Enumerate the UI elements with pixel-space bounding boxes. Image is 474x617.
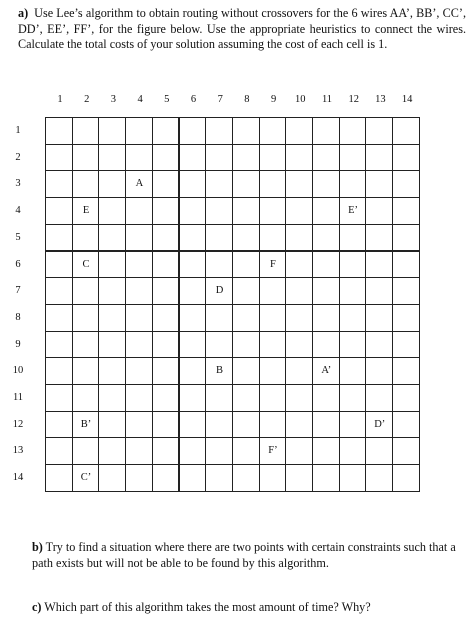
grid-cell xyxy=(98,464,126,492)
grid-cell xyxy=(179,144,207,172)
grid-cell xyxy=(285,117,313,145)
grid-cell xyxy=(285,437,313,465)
grid-cell xyxy=(312,464,340,492)
grid-cell xyxy=(339,170,367,198)
row-number: 1 xyxy=(15,125,21,136)
row-number: 2 xyxy=(15,151,21,163)
grid-cell xyxy=(232,437,260,465)
column-number: 5 xyxy=(164,94,170,105)
grid-cell xyxy=(339,437,367,465)
grid-cell xyxy=(125,277,153,305)
grid-cell xyxy=(152,197,180,225)
row-number: 4 xyxy=(15,205,21,217)
grid-cell xyxy=(45,197,73,225)
grid-cell xyxy=(392,197,420,225)
grid-cell xyxy=(392,117,420,145)
grid-cell xyxy=(312,144,340,172)
question-a-text: Use Lee’s algorithm to obtain routing without crossovers for the 6 wires AA’, BB’, CC’, DD’, EE’, FF’, for the figure below. Use the appropriate heuristics to connect the wires. Calculate the total costs of your solution assuming the cost of each cell is 1. xyxy=(18,6,466,52)
grid-cell xyxy=(285,331,313,359)
grid-cell xyxy=(259,411,287,439)
grid-cell xyxy=(45,117,73,145)
grid-cell xyxy=(339,464,367,492)
grid-cell xyxy=(285,144,313,172)
grid-cell xyxy=(392,464,420,492)
grid-cell xyxy=(205,437,233,465)
grid-cell xyxy=(232,277,260,305)
grid-cell xyxy=(152,384,180,412)
grid-cell xyxy=(205,331,233,359)
grid-cell xyxy=(392,170,420,198)
grid-cell xyxy=(312,304,340,332)
grid-cell xyxy=(339,144,367,172)
grid-cell xyxy=(392,331,420,359)
pin-label: A’ xyxy=(321,365,332,377)
grid-cell xyxy=(179,304,207,332)
grid-cell xyxy=(125,331,153,359)
grid-cell xyxy=(98,251,126,279)
grid-cell xyxy=(45,437,73,465)
grid-cell xyxy=(312,117,340,145)
column-number: 12 xyxy=(348,94,359,105)
row-number: 10 xyxy=(12,365,24,377)
grid-cell xyxy=(179,277,207,305)
grid-cell xyxy=(259,304,287,332)
grid-cell xyxy=(98,411,126,439)
grid-cell xyxy=(392,251,420,279)
grid-cell xyxy=(45,144,73,172)
grid-cell xyxy=(152,170,180,198)
grid-cell xyxy=(392,384,420,412)
grid-cell xyxy=(365,224,393,252)
grid-cell xyxy=(259,384,287,412)
row-number: 12 xyxy=(12,418,24,430)
question-a-label: a) xyxy=(18,6,29,20)
question-b xyxy=(32,540,464,571)
grid-cell xyxy=(205,224,233,252)
grid-cell xyxy=(152,144,180,172)
grid-cell xyxy=(98,170,126,198)
column-number: 6 xyxy=(190,94,197,105)
grid-cell xyxy=(232,224,260,252)
grid-cell xyxy=(285,384,313,412)
grid-cell xyxy=(125,304,153,332)
question-b-text: Try to find a situation where there are two points with certain constraints such that a path exists but will not be able to be found by this algorithm. xyxy=(32,540,456,570)
row-number: 13 xyxy=(12,445,24,457)
grid-cell xyxy=(152,304,180,332)
grid-cell xyxy=(339,277,367,305)
grid-cell xyxy=(285,304,313,332)
grid-cell xyxy=(285,357,313,385)
grid-cell xyxy=(152,464,180,492)
grid-cell xyxy=(45,170,73,198)
question-a xyxy=(18,6,466,53)
pin-label: A xyxy=(135,178,144,190)
grid-cell xyxy=(259,464,287,492)
grid-cell xyxy=(179,224,207,252)
grid-cell xyxy=(125,251,153,279)
grid-cell xyxy=(45,251,73,279)
grid-cell xyxy=(152,251,180,279)
column-number: 8 xyxy=(244,94,250,105)
pin-label: E xyxy=(82,205,90,217)
pin-label: C xyxy=(82,258,90,270)
column-number: 10 xyxy=(295,94,306,105)
grid-cell xyxy=(98,357,126,385)
grid-cell xyxy=(365,170,393,198)
grid-cell xyxy=(152,331,180,359)
grid-cell xyxy=(205,117,233,145)
grid-cell xyxy=(205,411,233,439)
row-number: 14 xyxy=(12,472,24,484)
question-c-text: Which part of this algorithm takes the most amount of time? Why? xyxy=(44,600,371,614)
grid-cell xyxy=(98,117,126,145)
column-number: 2 xyxy=(84,94,90,105)
grid-cell xyxy=(45,411,73,439)
grid-cell xyxy=(259,357,287,385)
grid-cell xyxy=(312,251,340,279)
grid-cell xyxy=(232,304,260,332)
pin-label: F’ xyxy=(268,445,278,457)
grid-cell xyxy=(339,411,367,439)
grid-cell xyxy=(72,277,100,305)
grid-cell xyxy=(365,144,393,172)
row-number: 8 xyxy=(15,311,21,323)
grid-cell xyxy=(125,384,153,412)
pin-label: D xyxy=(215,285,224,297)
question-c-label: c) xyxy=(32,600,42,614)
grid-cell xyxy=(72,304,100,332)
grid-cell xyxy=(312,437,340,465)
grid-cell xyxy=(72,357,100,385)
grid-cell xyxy=(365,251,393,279)
grid-cell xyxy=(259,170,287,198)
grid-cell xyxy=(285,464,313,492)
grid-cell xyxy=(259,331,287,359)
grid-cell xyxy=(125,464,153,492)
grid-cell xyxy=(392,437,420,465)
pin-label: B’ xyxy=(80,418,92,430)
grid-cell xyxy=(179,251,207,279)
grid-cell xyxy=(152,277,180,305)
grid-cell xyxy=(285,411,313,439)
grid-cell xyxy=(205,251,233,279)
grid-cell xyxy=(365,277,393,305)
row-number: 9 xyxy=(15,338,21,350)
grid-cell xyxy=(285,197,313,225)
grid-cell xyxy=(259,144,287,172)
grid-cell xyxy=(365,117,393,145)
grid-cell xyxy=(312,197,340,225)
grid-cell xyxy=(72,331,100,359)
row-number: 3 xyxy=(15,178,21,190)
row-number: 11 xyxy=(12,392,24,403)
grid-cell xyxy=(285,251,313,279)
grid-cell xyxy=(152,437,180,465)
grid-cell xyxy=(365,331,393,359)
grid-cell xyxy=(339,224,367,252)
grid-cell xyxy=(179,197,207,225)
grid-cell xyxy=(365,384,393,412)
grid-cell xyxy=(125,357,153,385)
grid-cell xyxy=(152,224,180,252)
grid-cell xyxy=(179,357,207,385)
grid-cell xyxy=(98,277,126,305)
grid-cell xyxy=(125,144,153,172)
grid-cell xyxy=(339,304,367,332)
grid-cell xyxy=(179,117,207,145)
grid-cell xyxy=(232,197,260,225)
grid-cell xyxy=(259,224,287,252)
grid-cell xyxy=(98,331,126,359)
grid-cell xyxy=(72,437,100,465)
grid-cell xyxy=(392,144,420,172)
row-number: 6 xyxy=(15,258,21,270)
grid-cell xyxy=(179,464,207,492)
grid-cell xyxy=(45,384,73,412)
grid-cell xyxy=(98,224,126,252)
column-number: 4 xyxy=(137,94,143,105)
row-number: 5 xyxy=(15,231,21,243)
grid-cell xyxy=(339,117,367,145)
grid-cell xyxy=(312,277,340,305)
grid-cell xyxy=(232,357,260,385)
grid-cell xyxy=(259,277,287,305)
grid-cell xyxy=(179,437,207,465)
grid-cell xyxy=(365,437,393,465)
grid-cell xyxy=(339,357,367,385)
grid-cell xyxy=(232,464,260,492)
column-number: 11 xyxy=(321,94,333,105)
grid-cell xyxy=(285,170,313,198)
grid-cell xyxy=(312,224,340,252)
grid-cell xyxy=(312,411,340,439)
column-number: 13 xyxy=(375,94,386,105)
pin-label: B xyxy=(216,365,224,377)
grid-cell xyxy=(152,411,180,439)
column-number: 1 xyxy=(57,94,63,105)
grid-cell xyxy=(179,331,207,359)
grid-cell xyxy=(339,251,367,279)
grid-cell xyxy=(205,464,233,492)
grid-cell xyxy=(392,411,420,439)
grid-cell xyxy=(365,464,393,492)
question-b-label: b) xyxy=(32,540,43,554)
grid-cell xyxy=(392,277,420,305)
grid-cell xyxy=(285,277,313,305)
grid-cell xyxy=(232,331,260,359)
grid-cell xyxy=(98,304,126,332)
pin-label: F xyxy=(270,258,276,270)
grid-cell xyxy=(125,437,153,465)
column-number: 14 xyxy=(401,94,413,105)
grid-cell xyxy=(98,437,126,465)
grid-cell xyxy=(98,197,126,225)
grid-cell xyxy=(392,357,420,385)
grid-cell xyxy=(45,464,73,492)
grid-cell xyxy=(232,411,260,439)
row-number: 7 xyxy=(15,285,21,297)
grid-cell xyxy=(205,170,233,198)
grid-cell xyxy=(392,224,420,252)
grid-cell xyxy=(205,144,233,172)
grid-cell xyxy=(45,277,73,305)
grid-cell xyxy=(152,117,180,145)
column-number: 7 xyxy=(217,94,223,105)
grid-cell xyxy=(98,384,126,412)
grid-cell xyxy=(312,170,340,198)
grid-cell xyxy=(312,384,340,412)
grid-cell xyxy=(72,144,100,172)
grid-cell xyxy=(205,197,233,225)
grid-cell xyxy=(259,197,287,225)
grid-cell xyxy=(72,170,100,198)
grid-cell xyxy=(72,384,100,412)
grid-cell xyxy=(339,331,367,359)
question-c xyxy=(32,600,464,616)
grid-cell xyxy=(205,304,233,332)
grid-cell xyxy=(72,117,100,145)
grid-cell xyxy=(72,224,100,252)
grid-cell xyxy=(232,251,260,279)
grid-cell xyxy=(232,384,260,412)
grid-cell xyxy=(232,170,260,198)
grid-cell xyxy=(179,170,207,198)
grid-cell xyxy=(125,197,153,225)
grid-cell xyxy=(365,357,393,385)
grid-cell xyxy=(45,224,73,252)
pin-label: E’ xyxy=(348,205,358,217)
grid-cell xyxy=(45,357,73,385)
grid-cell xyxy=(365,304,393,332)
grid-cell xyxy=(179,384,207,412)
grid-cell xyxy=(312,331,340,359)
grid-cell xyxy=(365,197,393,225)
grid-cell xyxy=(232,144,260,172)
column-number: 9 xyxy=(270,94,277,105)
grid-cell xyxy=(232,117,260,145)
column-numbers xyxy=(0,94,474,108)
pin-label: D’ xyxy=(374,418,386,430)
grid-cell xyxy=(179,411,207,439)
grid-cell xyxy=(285,224,313,252)
grid-cell xyxy=(125,224,153,252)
grid-cell xyxy=(152,357,180,385)
grid-cell xyxy=(45,304,73,332)
grid-cell xyxy=(392,304,420,332)
grid-cell xyxy=(125,411,153,439)
grid-cell xyxy=(98,144,126,172)
column-number: 3 xyxy=(110,94,117,105)
grid-cell xyxy=(339,384,367,412)
grid-cell xyxy=(259,117,287,145)
grid-cell xyxy=(45,331,73,359)
grid-cell xyxy=(125,117,153,145)
pin-label: C’ xyxy=(80,472,92,484)
grid-cell xyxy=(205,384,233,412)
